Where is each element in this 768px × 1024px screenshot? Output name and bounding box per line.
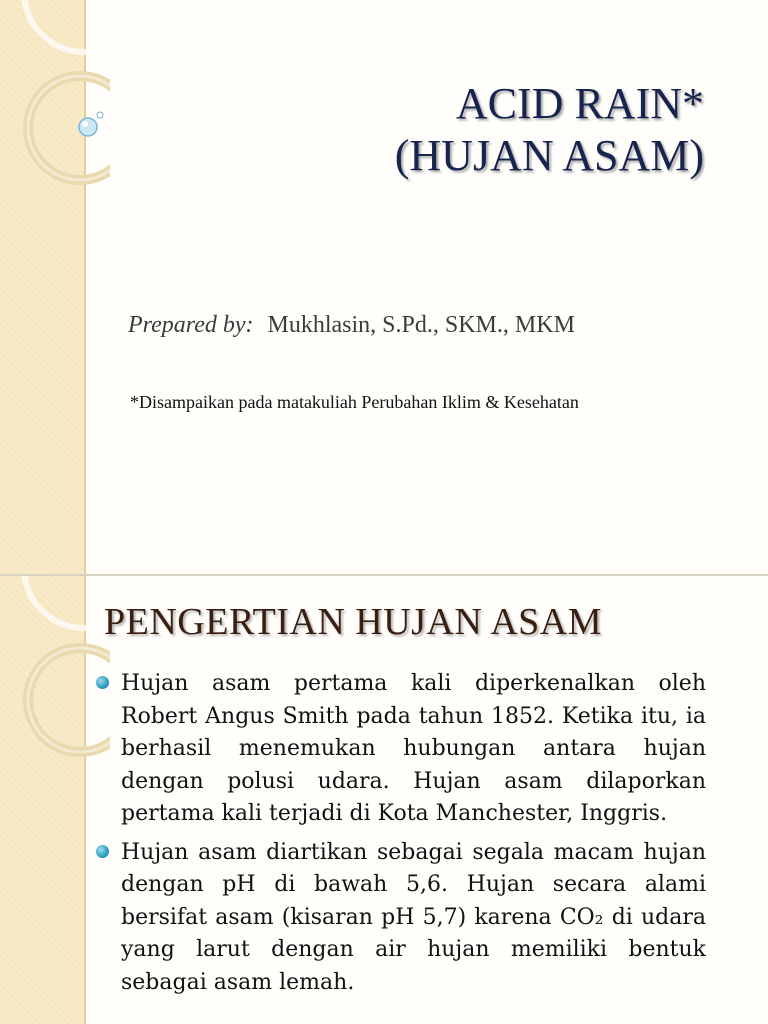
- prepared-by-label: Prepared by:: [128, 312, 254, 338]
- bullet-icon: [96, 845, 109, 858]
- bullet-text-part-2: di udara yang larut dengan air hujan memiliki bentuk sebagai asam lemah.: [121, 904, 707, 995]
- co2-formula: CO₂: [559, 904, 604, 930]
- list-item: [96, 668, 706, 831]
- bullet-list: [96, 668, 706, 1005]
- prepared-by: [128, 312, 575, 339]
- decorative-rings-icon: [0, 576, 110, 776]
- decorative-rings-icon: [0, 0, 110, 200]
- content-slide: [0, 576, 768, 1024]
- section-heading: PENGERTIAN HUJAN ASAM: [104, 601, 603, 643]
- bullet-icon: [96, 676, 109, 689]
- bullet-text: Hujan asam pertama kali diperkenalkan oleh Robert Angus Smith pada tahun 1852. Ketika itu, ia berhasil menemukan hubungan antara hujan dengan polusi udara. Hujan asam dilaporkan pertama kali terjadi di Kota Manchester, Inggris.: [121, 671, 706, 826]
- bullet-text-part-1: Hujan asam diartikan sebagai segala macam hujan dengan pH di bawah 5,6. Hujan secara alami bersifat asam (kisaran pH 5,7) karena: [121, 839, 706, 930]
- title-line-1: ACID RAIN*: [455, 79, 704, 128]
- title-line-2: (HUJAN ASAM): [394, 131, 704, 180]
- course-footnote: *Disampaikan pada matakuliah Perubahan Iklim & Kesehatan: [130, 392, 579, 412]
- list-item: [96, 837, 706, 1000]
- slide-title: [395, 78, 704, 182]
- author-name: Mukhlasin, S.Pd., SKM., MKM: [267, 312, 575, 338]
